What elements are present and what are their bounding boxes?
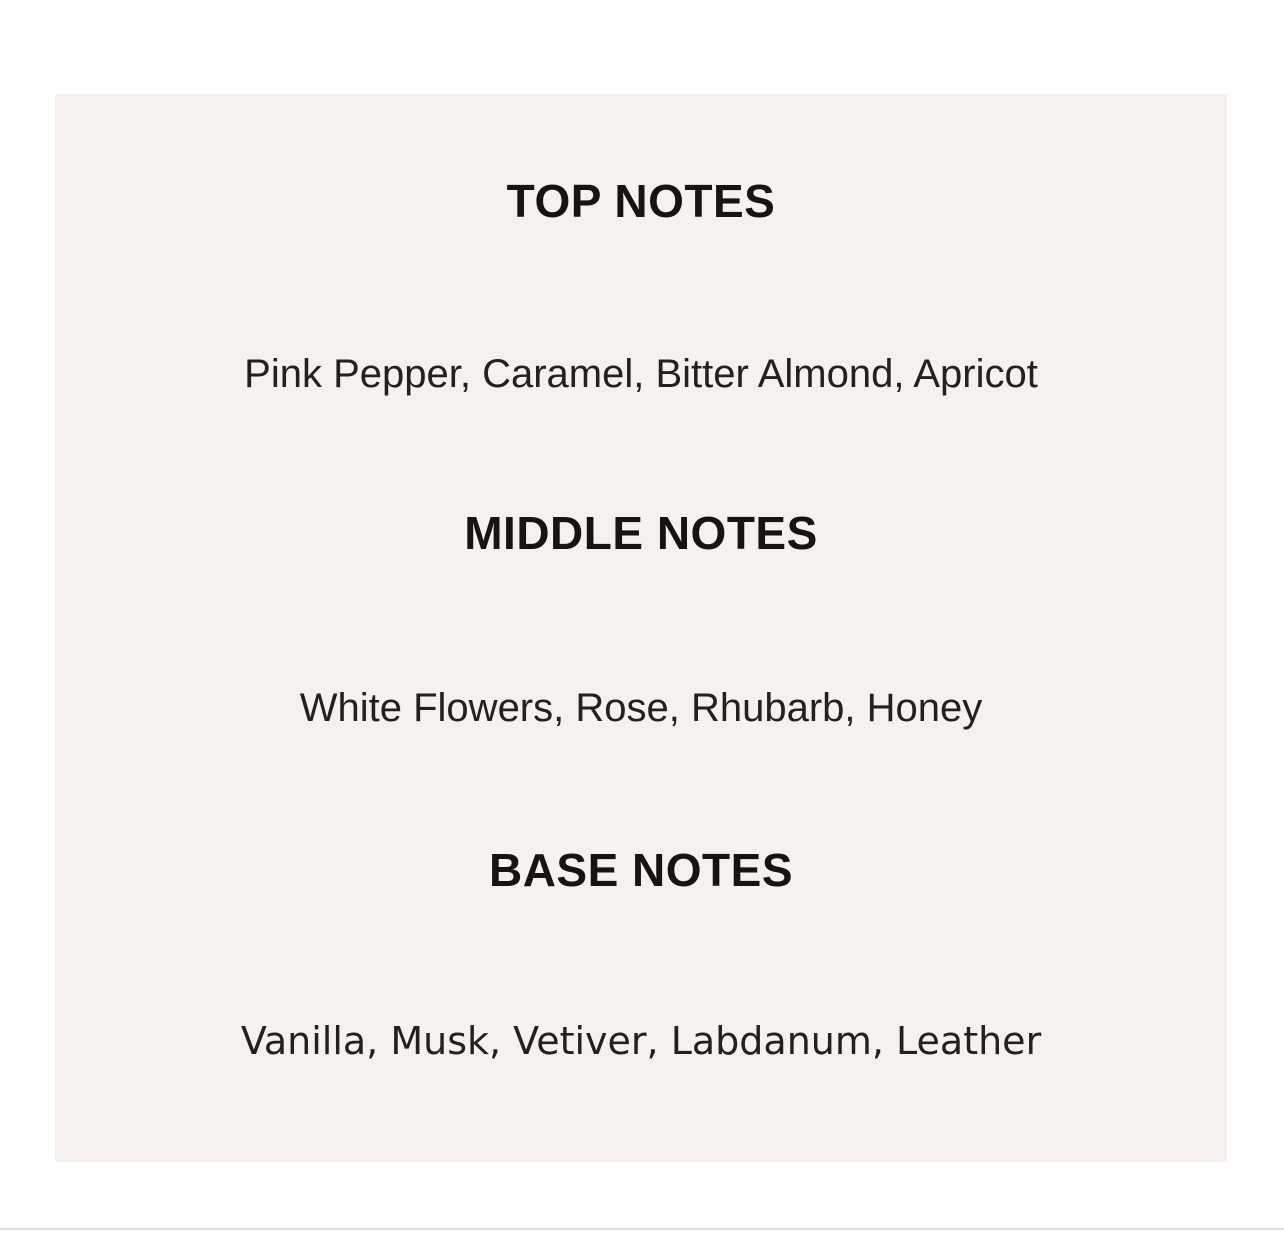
top-notes-list: Pink Pepper, Caramel, Bitter Almond, Apricot xyxy=(244,352,1038,396)
base-notes-heading: BASE NOTES xyxy=(488,844,794,896)
middle-notes-heading: MIDDLE NOTES xyxy=(464,507,818,559)
middle-notes-list: White Flowers, Rose, Rhubarb, Honey xyxy=(299,686,983,730)
bottom-margin-band xyxy=(0,1162,1284,1238)
top-margin-band xyxy=(0,0,1284,94)
bottom-divider xyxy=(0,1228,1284,1230)
top-notes-heading: TOP NOTES xyxy=(506,175,776,227)
base-notes-list: Vanilla, Musk, Vetiver, Labdanum, Leather xyxy=(240,1019,1042,1063)
fragrance-notes-card xyxy=(55,94,1227,1162)
